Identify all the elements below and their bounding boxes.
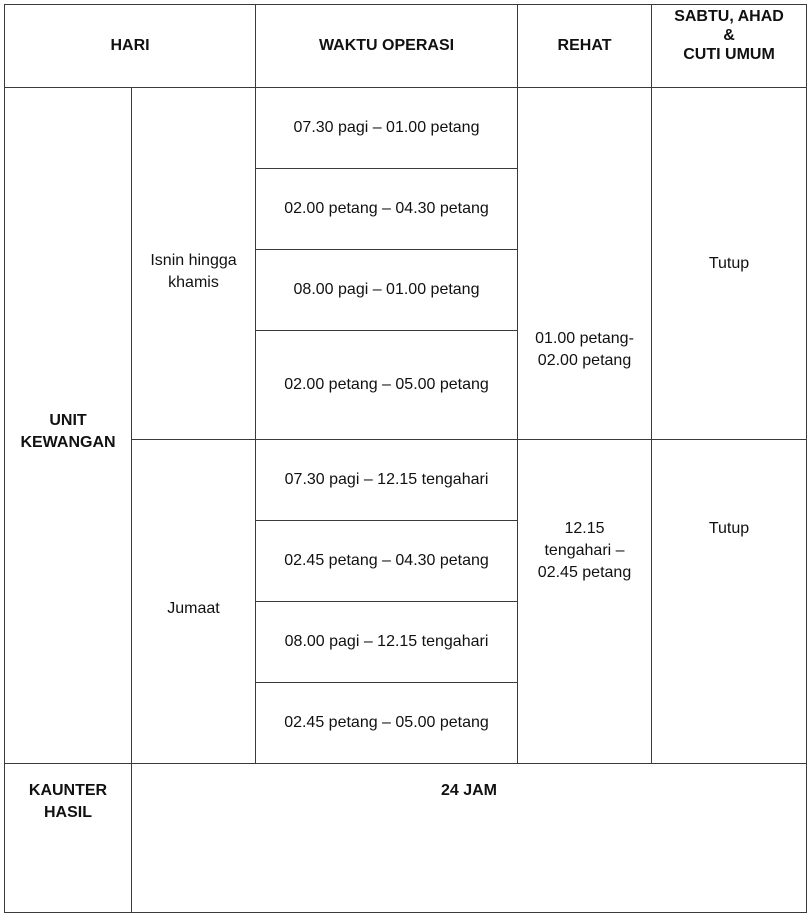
header-waktu-operasi: WAKTU OPERASI: [256, 5, 518, 88]
sabtu-jumaat-status: Tutup: [652, 440, 807, 764]
kaunter-line1: KAUNTER: [28, 782, 108, 799]
rehat-isnin: [518, 88, 652, 440]
kaunter-hasil-label: [5, 764, 132, 913]
rehat-isnin-line1: 01.00 petang-: [535, 330, 634, 347]
rehat-jumaat-line3: 02.45 petang: [537, 564, 632, 581]
rehat-jumaat-line2: tengahari –: [544, 542, 625, 559]
header-sabtu-line3: CUTI UMUM: [683, 46, 775, 63]
header-rehat: REHAT: [518, 5, 652, 88]
isnin-line2: khamis: [168, 274, 219, 291]
header-sabtu-ahad-cuti-umum: [652, 5, 807, 88]
header-sabtu-line2: &: [723, 27, 735, 44]
time-slot: 08.00 pagi – 01.00 petang: [256, 250, 518, 331]
table-row: [5, 88, 807, 169]
time-slot: 02.45 petang – 04.30 petang: [256, 521, 518, 602]
time-slot: 07.30 pagi – 12.15 tengahari: [256, 440, 518, 521]
kaunter-line2: HASIL: [44, 804, 92, 821]
time-slot: 02.00 petang – 05.00 petang: [256, 331, 518, 440]
kaunter-hasil-value: 24 JAM: [132, 764, 807, 913]
time-slot: 08.00 pagi – 12.15 tengahari: [256, 602, 518, 683]
rehat-isnin-line2: 02.00 petang: [537, 352, 632, 369]
header-row: [5, 5, 807, 88]
isnin-line1: Isnin hingga: [150, 252, 237, 269]
time-slot: 07.30 pagi – 01.00 petang: [256, 88, 518, 169]
unit-kewangan-line1: UNIT: [49, 411, 87, 429]
header-hari: HARI: [5, 5, 256, 88]
unit-kewangan-label: [5, 88, 132, 764]
sabtu-isnin-status: Tutup: [652, 88, 807, 440]
operating-hours-table: [4, 4, 807, 913]
unit-kewangan-line2: KEWANGAN: [20, 433, 116, 451]
time-slot: 02.00 petang – 04.30 petang: [256, 169, 518, 250]
rehat-jumaat-line1: 12.15: [564, 520, 605, 537]
isnin-hingga-khamis-label: [132, 88, 256, 440]
rehat-jumaat: [518, 440, 652, 764]
kaunter-hasil-row: [5, 764, 807, 913]
time-slot: 02.45 petang – 05.00 petang: [256, 683, 518, 764]
jumaat-label: Jumaat: [132, 440, 256, 764]
header-sabtu-line1: SABTU, AHAD: [674, 8, 784, 25]
